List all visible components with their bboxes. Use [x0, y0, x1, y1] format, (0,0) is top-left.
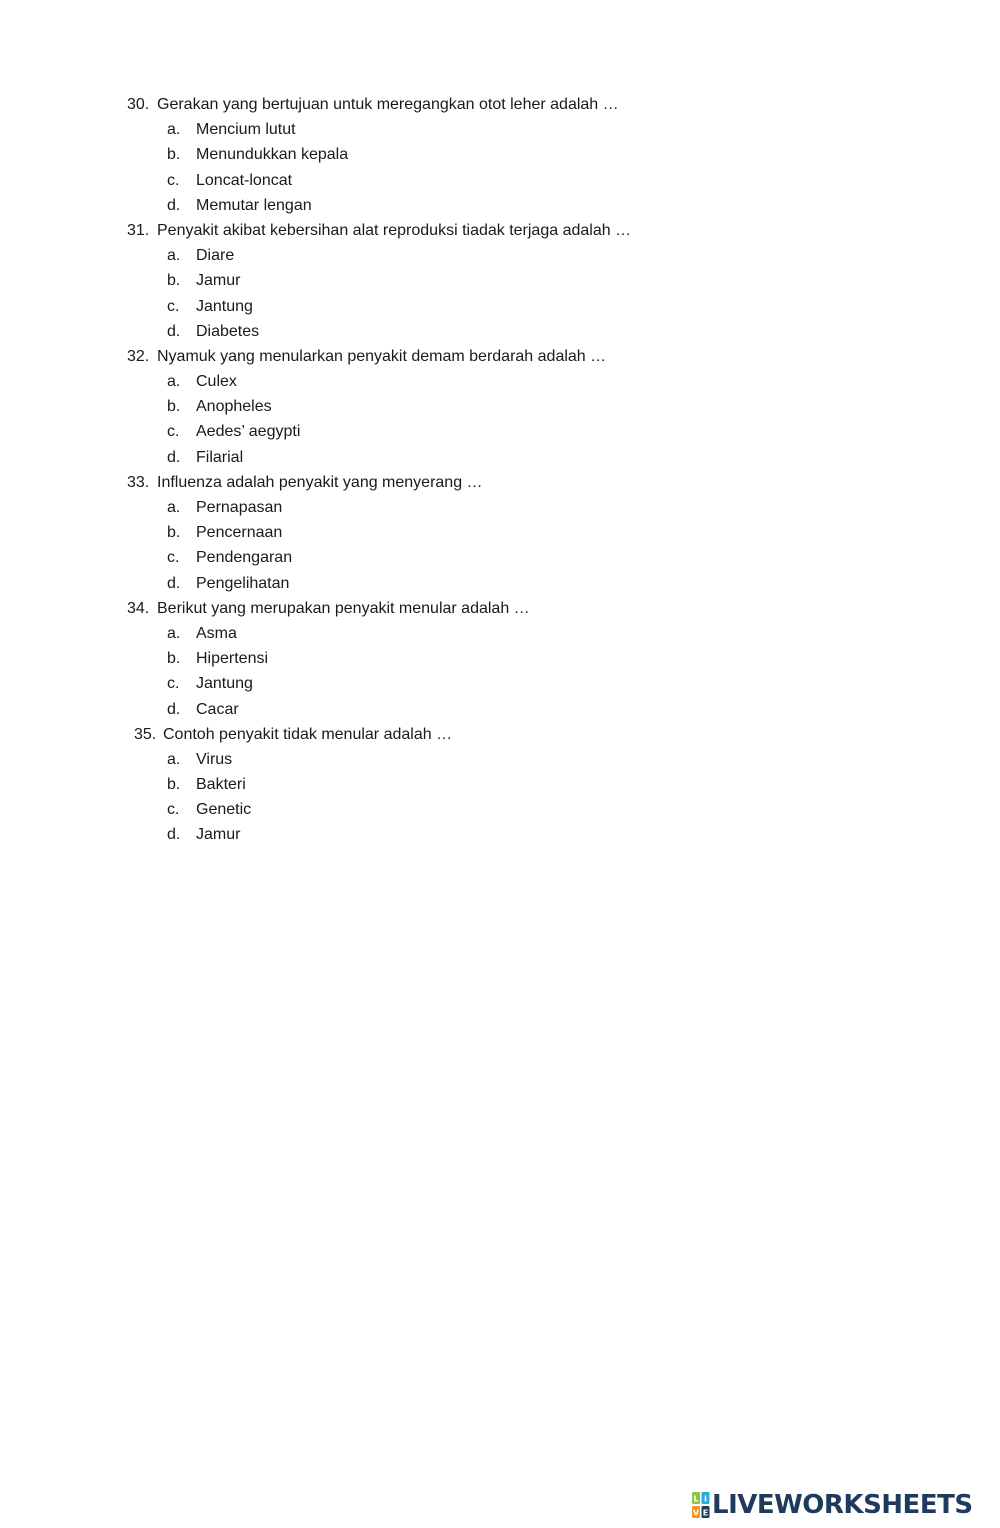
- question-line: [0, 596, 1000, 621]
- option-letter: c.: [167, 801, 180, 819]
- question-33: [0, 470, 1000, 596]
- option-letter: b.: [167, 776, 181, 794]
- option-text: Menundukkan kepala: [196, 146, 349, 164]
- option-30-a: [0, 117, 1000, 142]
- option-letter: d.: [167, 574, 181, 592]
- option-text: Genetic: [196, 801, 252, 819]
- question-number: 35.: [134, 725, 157, 743]
- option-32-a: [0, 369, 1000, 394]
- option-30-b: [0, 142, 1000, 167]
- worksheet: [0, 92, 1000, 848]
- option-text: Mencium lutut: [196, 121, 296, 139]
- option-text: Cacar: [196, 700, 239, 718]
- option-35-c: [0, 797, 1000, 822]
- option-31-d: [0, 319, 1000, 344]
- question-line: [0, 722, 1000, 747]
- option-text: Jantung: [196, 297, 253, 315]
- question-line: [0, 344, 1000, 369]
- option-34-d: [0, 697, 1000, 722]
- question-text: Contoh penyakit tidak menular adalah …: [163, 725, 453, 743]
- option-letter: c.: [167, 549, 180, 567]
- option-letter: d.: [167, 322, 181, 340]
- question-line: [0, 470, 1000, 495]
- question-number: 31.: [127, 221, 150, 239]
- option-letter: a.: [167, 499, 181, 516]
- option-letter: a.: [167, 750, 181, 768]
- option-text: Diabetes: [196, 322, 260, 340]
- option-letter: b.: [167, 398, 181, 416]
- option-letter: b.: [167, 272, 181, 290]
- option-text: Jamur: [196, 826, 241, 844]
- logo-letter-i: I: [704, 1494, 707, 1504]
- logo-letter-e: E: [702, 1508, 709, 1518]
- option-text: Diare: [196, 247, 235, 265]
- option-text: Pencernaan: [196, 524, 283, 542]
- option-34-a: [0, 621, 1000, 646]
- question-line: [0, 92, 1000, 117]
- option-text: Bakteri: [196, 776, 246, 794]
- option-text: Filarial: [196, 448, 244, 466]
- logo-letter-l: L: [693, 1494, 699, 1504]
- option-letter: b.: [167, 146, 181, 164]
- option-letter: a.: [167, 624, 181, 642]
- option-text: Pendengaran: [196, 549, 293, 567]
- liveworksheets-logo-icon: [692, 1491, 710, 1519]
- option-text: Loncat-loncat: [196, 171, 293, 189]
- question-number: 30.: [127, 96, 150, 113]
- option-35-d: [0, 822, 1000, 847]
- option-letter: a.: [167, 121, 181, 139]
- option-32-b: [0, 394, 1000, 419]
- question-30: [0, 92, 1000, 218]
- option-letter: a.: [167, 373, 181, 391]
- brand-name: LIVEWORKSHEETS: [712, 1490, 973, 1520]
- option-33-b: [0, 520, 1000, 545]
- option-text: Pengelihatan: [196, 574, 290, 592]
- option-33-a: [0, 495, 1000, 520]
- option-text: Hipertensi: [196, 650, 269, 668]
- logo-letter-v: V: [692, 1508, 700, 1518]
- option-35-a: [0, 747, 1000, 772]
- question-text: Berikut yang merupakan penyakit menular adalah …: [157, 599, 530, 617]
- option-30-c: [0, 168, 1000, 193]
- question-32: [0, 344, 1000, 470]
- option-30-d: [0, 193, 1000, 218]
- option-text: Aedes’ aegypti: [196, 423, 301, 441]
- option-text: Culex: [196, 373, 237, 391]
- option-letter: c.: [167, 297, 180, 315]
- option-35-b: [0, 772, 1000, 797]
- option-text: Asma: [196, 624, 237, 642]
- option-34-b: [0, 646, 1000, 671]
- option-letter: d.: [167, 700, 181, 718]
- option-32-d: [0, 445, 1000, 470]
- option-31-a: [0, 243, 1000, 268]
- question-line: [0, 218, 1000, 243]
- question-text: Nyamuk yang menularkan penyakit demam berdarah adalah …: [157, 347, 607, 365]
- option-letter: c.: [167, 423, 180, 441]
- question-35: [0, 722, 1000, 848]
- option-31-c: [0, 294, 1000, 319]
- question-number: 34.: [127, 599, 150, 617]
- option-32-c: [0, 419, 1000, 444]
- option-letter: b.: [167, 524, 181, 542]
- option-letter: b.: [167, 650, 181, 668]
- option-text: Jamur: [196, 272, 241, 290]
- question-text: Influenza adalah penyakit yang menyerang …: [157, 473, 483, 491]
- option-33-d: [0, 571, 1000, 596]
- option-text: Anopheles: [196, 398, 272, 416]
- option-34-c: [0, 671, 1000, 696]
- option-31-b: [0, 268, 1000, 293]
- option-33-c: [0, 545, 1000, 570]
- option-letter: d.: [167, 826, 181, 844]
- question-number: 32.: [127, 347, 150, 365]
- option-letter: d.: [167, 448, 181, 466]
- question-number: 33.: [127, 473, 150, 491]
- question-text: Penyakit akibat kebersihan alat reproduksi tiadak terjaga adalah …: [157, 221, 632, 239]
- option-letter: c.: [167, 675, 180, 693]
- option-text: Virus: [196, 750, 233, 768]
- option-text: Memutar lengan: [196, 196, 312, 214]
- option-text: Jantung: [196, 675, 253, 693]
- option-letter: a.: [167, 247, 181, 265]
- option-letter: d.: [167, 196, 181, 214]
- option-letter: c.: [167, 171, 180, 189]
- question-text: Gerakan yang bertujuan untuk meregangkan otot leher adalah …: [157, 96, 619, 113]
- question-34: [0, 596, 1000, 722]
- question-31: [0, 218, 1000, 344]
- liveworksheets-brand: [692, 1490, 973, 1520]
- option-text: Pernapasan: [196, 499, 283, 516]
